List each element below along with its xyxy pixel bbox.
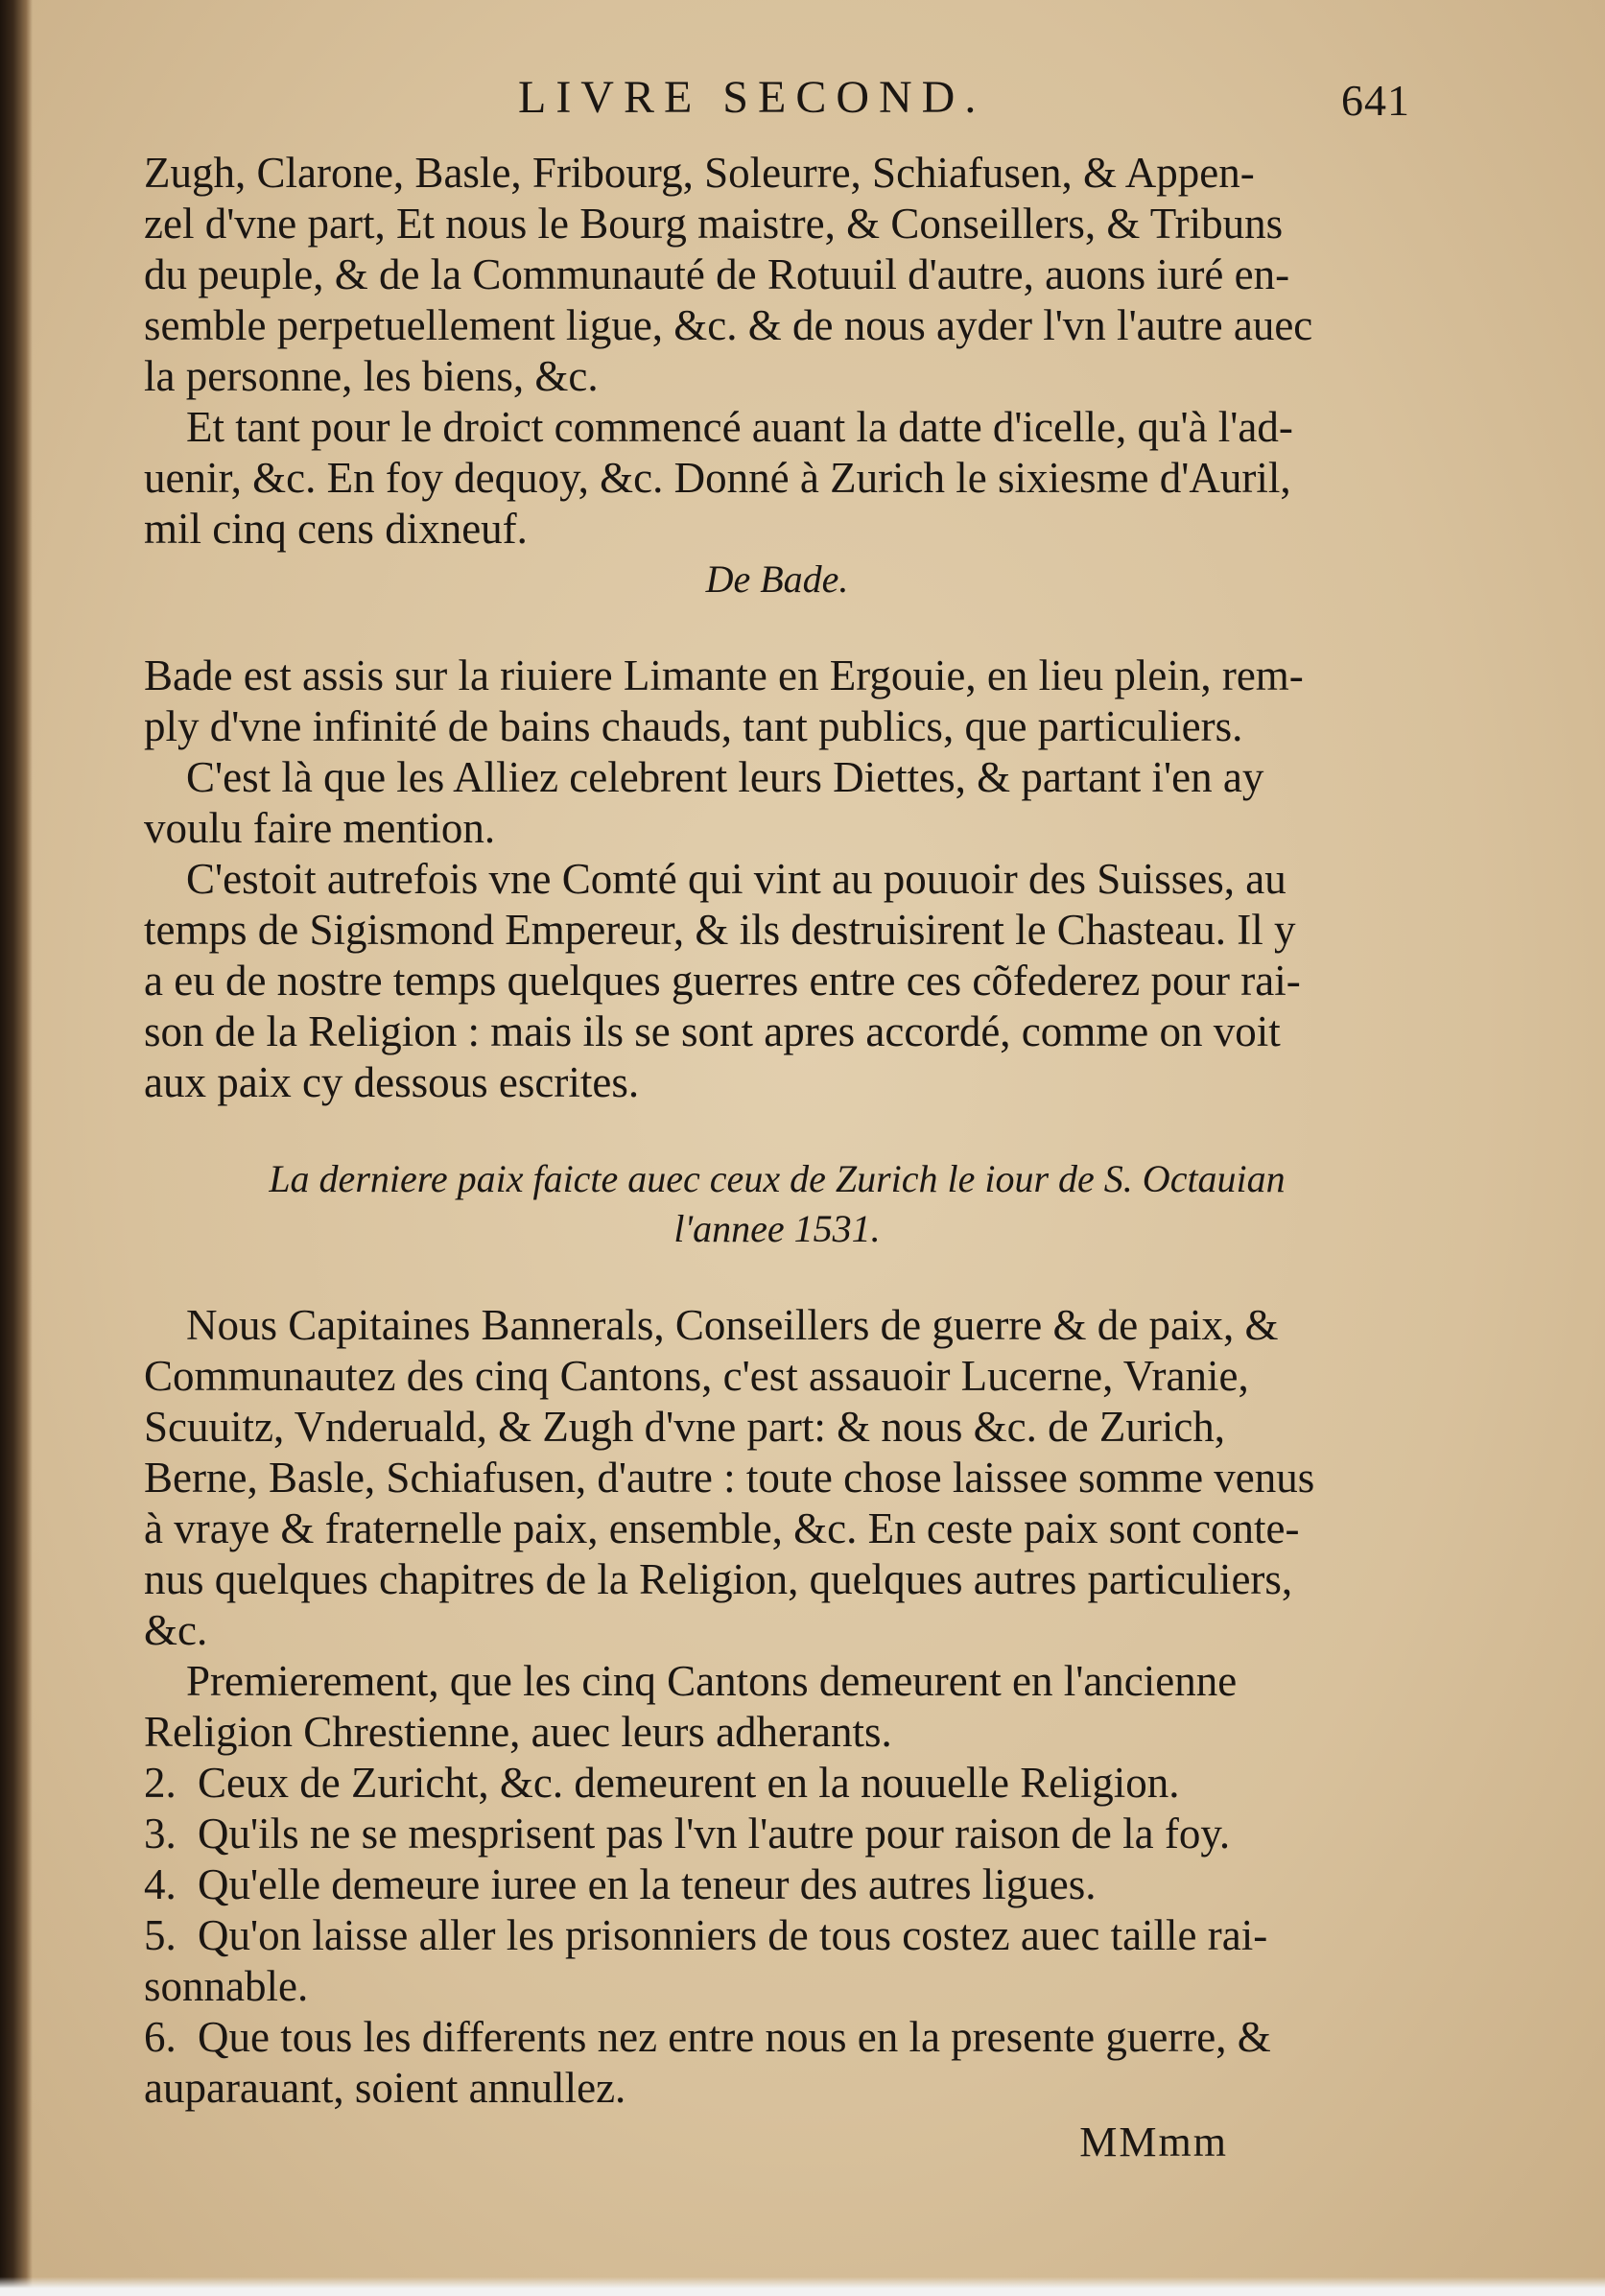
text-line: Berne, Basle, Schiafusen, d'autre : toute chose laissee somme venus bbox=[144, 1454, 1315, 1502]
scan-bottom-edge bbox=[0, 2277, 1605, 2296]
section-ligue-rotuuil bbox=[144, 148, 1410, 555]
section-bade bbox=[144, 651, 1410, 1108]
article-text: Qu'elle demeure iuree en la teneur des autres ligues. bbox=[198, 1860, 1097, 1908]
text-line: Scuuitz, Vnderuald, & Zugh d'vne part: & nous &c. de Zurich, bbox=[144, 1403, 1226, 1451]
article-continuation: auparauant, soient annullez. bbox=[144, 2064, 626, 2112]
text-line: semble perpetuellement ligue, &c. & de nous ayder l'vn l'autre auec bbox=[144, 301, 1313, 349]
page-text-block bbox=[144, 71, 1410, 2171]
text-line: la personne, les biens, &c. bbox=[144, 352, 599, 400]
article-line bbox=[144, 1910, 1410, 1961]
text-line: ply d'vne infinité de bains chauds, tant publics, que particuliers. bbox=[144, 702, 1243, 750]
article-line bbox=[144, 1859, 1410, 1910]
text-line: uenir, &c. En foy dequoy, &c. Donné à Zurich le sixiesme d'Auril, bbox=[144, 454, 1291, 502]
heading-derniere-paix: La derniere paix faicte auec ceux de Zurich le iour de S. Octauian bbox=[269, 1157, 1286, 1200]
spacer bbox=[144, 1254, 1410, 1300]
spacer bbox=[144, 1108, 1410, 1154]
heading-derniere-paix-year: l'annee 1531. bbox=[673, 1207, 881, 1250]
text-line: Bade est assis sur la riuiere Limante en Ergouie, en lieu plein, rem- bbox=[144, 651, 1304, 699]
text-line: voulu faire mention. bbox=[144, 804, 496, 852]
section-paix bbox=[144, 1300, 1410, 1758]
catchword-signature: MMmm bbox=[1079, 2118, 1228, 2166]
article-text: Qu'on laisse aller les prisonniers de tous costez auec taille rai- bbox=[198, 1911, 1268, 1959]
article-text: Que tous les differents nez entre nous en la presente guerre, & bbox=[198, 2013, 1271, 2061]
page-number: 641 bbox=[1341, 76, 1410, 125]
text-line: &c. bbox=[144, 1606, 208, 1654]
text-line: C'estoit autrefois vne Comté qui vint au pouuoir des Suisses, au bbox=[186, 855, 1286, 903]
text-line: a eu de nostre temps quelques guerres entre ces cõfederez pour rai- bbox=[144, 957, 1301, 1005]
article-line bbox=[144, 1809, 1410, 1859]
article-number: 5. bbox=[144, 1911, 177, 1959]
text-line: mil cinq cens dixneuf. bbox=[144, 505, 528, 553]
spacer bbox=[144, 604, 1410, 651]
text-line: du peuple, & de la Communauté de Rotuuil d'autre, auons iuré en- bbox=[144, 250, 1290, 298]
text-line: C'est là que les Alliez celebrent leurs Diettes, & partant i'en ay bbox=[186, 753, 1264, 801]
text-line: zel d'vne part, Et nous le Bourg maistre, & Conseillers, & Tribuns bbox=[144, 200, 1284, 248]
article-line bbox=[144, 2012, 1410, 2063]
article-line bbox=[144, 1758, 1410, 1809]
text-line: son de la Religion : mais ils se sont apres accordé, comme on voit bbox=[144, 1007, 1281, 1055]
text-line: Zugh, Clarone, Basle, Fribourg, Soleurre, Schiafusen, & Appen- bbox=[144, 149, 1255, 197]
text-line: Religion Chrestienne, auec leurs adherants. bbox=[144, 1708, 892, 1756]
article-text: Ceux de Zuricht, &c. demeurent en la nouuelle Religion. bbox=[198, 1759, 1180, 1807]
text-line: aux paix cy dessous escrites. bbox=[144, 1058, 640, 1106]
article-number: 4. bbox=[144, 1860, 177, 1908]
text-line: Et tant pour le droict commencé auant la datte d'icelle, qu'à l'ad- bbox=[186, 403, 1293, 451]
book-spine-shadow bbox=[0, 0, 33, 2296]
text-line: nus quelques chapitres de la Religion, quelques autres particuliers, bbox=[144, 1555, 1293, 1603]
articles-list bbox=[144, 1758, 1410, 2114]
article-continuation: sonnable. bbox=[144, 1962, 309, 2010]
text-line: temps de Sigismond Empereur, & ils destruisirent le Chasteau. Il y bbox=[144, 906, 1296, 954]
article-text: Qu'ils ne se mesprisent pas l'vn l'autre pour raison de la foy. bbox=[198, 1810, 1231, 1858]
heading-de-bade: De Bade. bbox=[705, 557, 849, 601]
article-number: 2. bbox=[144, 1759, 177, 1807]
running-title: LIVRE SECOND. bbox=[518, 72, 986, 123]
text-line: Communautez des cinq Cantons, c'est assauoir Lucerne, Vranie, bbox=[144, 1352, 1249, 1400]
text-line: Premierement, que les cinq Cantons demeurent en l'ancienne bbox=[186, 1657, 1238, 1705]
page-header bbox=[144, 71, 1410, 148]
article-number: 6. bbox=[144, 2013, 177, 2061]
text-line: Nous Capitaines Bannerals, Conseillers de guerre & de paix, & bbox=[186, 1301, 1279, 1349]
article-number: 3. bbox=[144, 1810, 177, 1858]
text-line: à vraye & fraternelle paix, ensemble, &c. En ceste paix sont conte- bbox=[144, 1504, 1300, 1552]
